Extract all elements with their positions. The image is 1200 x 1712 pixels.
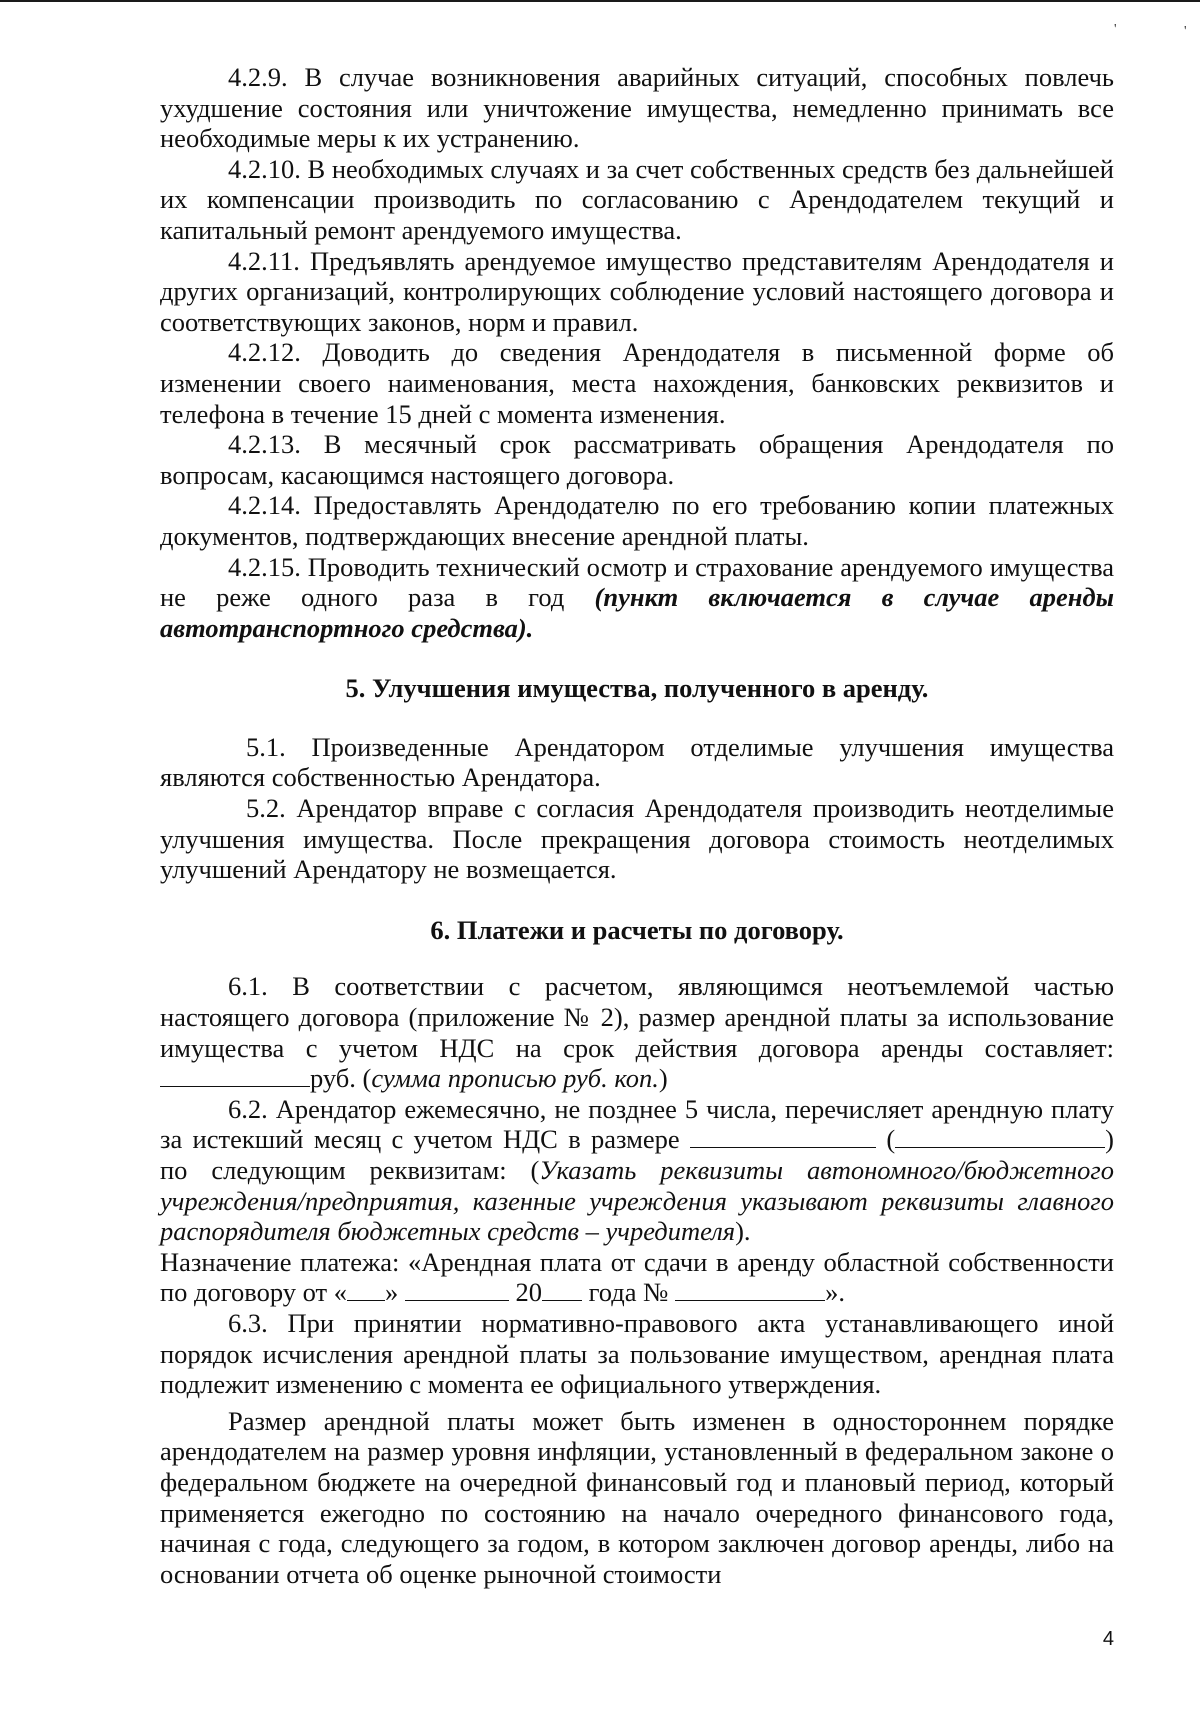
clause-4-2-15-text: 4.2.15. Проводить технический осмотр и страхование арендуемого имущества не реже одного раза в год xyxy=(160,551,1114,613)
payment-purpose-quote: » xyxy=(384,1277,399,1308)
clause-4-2-14: 4.2.14. Предоставлять Арендодателю по его требованию копии платежных документов, подтверждающих внесение арендной платы. xyxy=(160,490,1114,551)
section-5-heading: 5. Улучшения имущества, полученного в аренду. xyxy=(345,673,929,704)
clause-4-2-12: 4.2.12. Доводить до сведения Арендодателя в письменной форме об изменении своего наименования, места нахождения, банковских реквизитов и телефона в течение 15 дней с момента изменения. xyxy=(160,337,1114,429)
payment-purpose-year: 20 xyxy=(508,1277,542,1308)
month-blank xyxy=(405,1278,509,1301)
clause-6-2-italic: Указать реквизиты автономного/бюджетного учреждения/предприятия, казенные учреждения указывают реквизиты главного распорядителя бюджетных средств – учредителя xyxy=(160,1155,1114,1247)
clause-6-1-italic: сумма прописью руб. коп. xyxy=(371,1063,659,1094)
monthly-amount-blank xyxy=(690,1125,876,1148)
clause-6-1-rub: руб. ( xyxy=(310,1063,372,1094)
clause-5-2: 5.2. Арендатор вправе с согласия Арендодателя производить неотделимые улучшения имущества. После прекращения договора стоимость неотделимых улучшений Арендатору не возмещается. xyxy=(160,793,1114,885)
clause-4-2-15 xyxy=(160,552,1114,644)
section-6-heading: 6. Платежи и расчеты по договору. xyxy=(430,914,844,945)
clause-6-1 xyxy=(160,971,1114,1093)
payment-purpose-number: года № xyxy=(581,1277,676,1308)
scan-speck: ' xyxy=(1184,24,1187,39)
contract-number-blank xyxy=(675,1278,825,1301)
year-blank xyxy=(542,1278,582,1301)
payment-purpose-text: Назначение платежа: «Арендная плата от сдачи в аренду областной собственности по договору от « xyxy=(160,1246,1114,1308)
payment-purpose-end: ». xyxy=(825,1277,845,1308)
clause-6-2-close: ). xyxy=(735,1216,751,1247)
clause-4-2-13: 4.2.13. В месячный срок рассматривать обращения Арендодателя по вопросам, касающимся настоящего договора. xyxy=(160,429,1114,490)
clause-4-2-11: 4.2.11. Предъявлять арендуемое имущество представителям Арендодателя и других организаций, контролирующих соблюдение условий настоящего договора и соответствующих законов, норм и правил. xyxy=(160,245,1114,337)
payment-purpose xyxy=(160,1247,1114,1308)
clause-5-1: 5.1. Произведенные Арендатором отделимые улучшения имущества являются собственностью Арендатора. xyxy=(160,731,1114,793)
amount-words-blank xyxy=(895,1125,1105,1148)
day-blank xyxy=(347,1278,385,1301)
clause-6-1-text: 6.1. В соответствии с расчетом, являющимся неотъемлемой частью настоящего договора (приложение № 2), размер арендной платы за использование имущества с учетом НДС на срок действия договора аренды составляет: xyxy=(160,971,1114,1063)
clause-6-3: 6.3. При принятии нормативно-правового акта устанавливающего иной порядок исчисления арендной платы за пользование имуществом, арендная плата подлежит изменению с момента ее официального утверждения. xyxy=(160,1307,1114,1400)
clause-4-2-10: 4.2.10. В необходимых случаях и за счет собственных средств без дальнейшей их компенсации производить по согласованию с Арендодателем текущий и капитальный ремонт арендуемого имущества. xyxy=(160,153,1114,245)
clause-4-2-9: 4.2.9. В случае возникновения аварийных ситуаций, способных повлечь ухудшение состояния или уничтожение имущества, немедленно принимать все необходимые меры к их устранению. xyxy=(160,62,1114,154)
amount-blank xyxy=(160,1064,310,1087)
document-page xyxy=(160,62,1114,1589)
clause-6-2-text: 6.2. Арендатор ежемесячно, не позднее 5 числа, перечисляет арендную плату за истекший месяц с учетом НДС в размере xyxy=(160,1093,1114,1155)
rent-size-paragraph: Размер арендной платы может быть изменен в одностороннем порядке арендодателем на размер уровня инфляции, установленный в федеральном законе о федеральном бюджете на очередной финансовый год и плановый период, который применяется ежегодно по состоянию на начало очередного финансового года, начиная с года, следующего за годом, в котором заключен договор аренды, либо на основании отчета об оценке рыночной стоимости xyxy=(160,1405,1114,1589)
clause-6-2 xyxy=(160,1094,1114,1247)
clause-6-2-mid: ) по следующим реквизитам: ( xyxy=(160,1124,1114,1185)
page-number: 4 xyxy=(1102,1628,1114,1650)
scan-top-border xyxy=(0,0,1200,2)
clause-6-2-open: ( xyxy=(886,1124,896,1155)
scan-speck: ' xyxy=(1114,22,1117,37)
clause-6-1-close: ) xyxy=(658,1063,668,1094)
clause-4-2-15-note: (пункт включается в случае аренды автотранспортного средства). xyxy=(160,582,1114,643)
